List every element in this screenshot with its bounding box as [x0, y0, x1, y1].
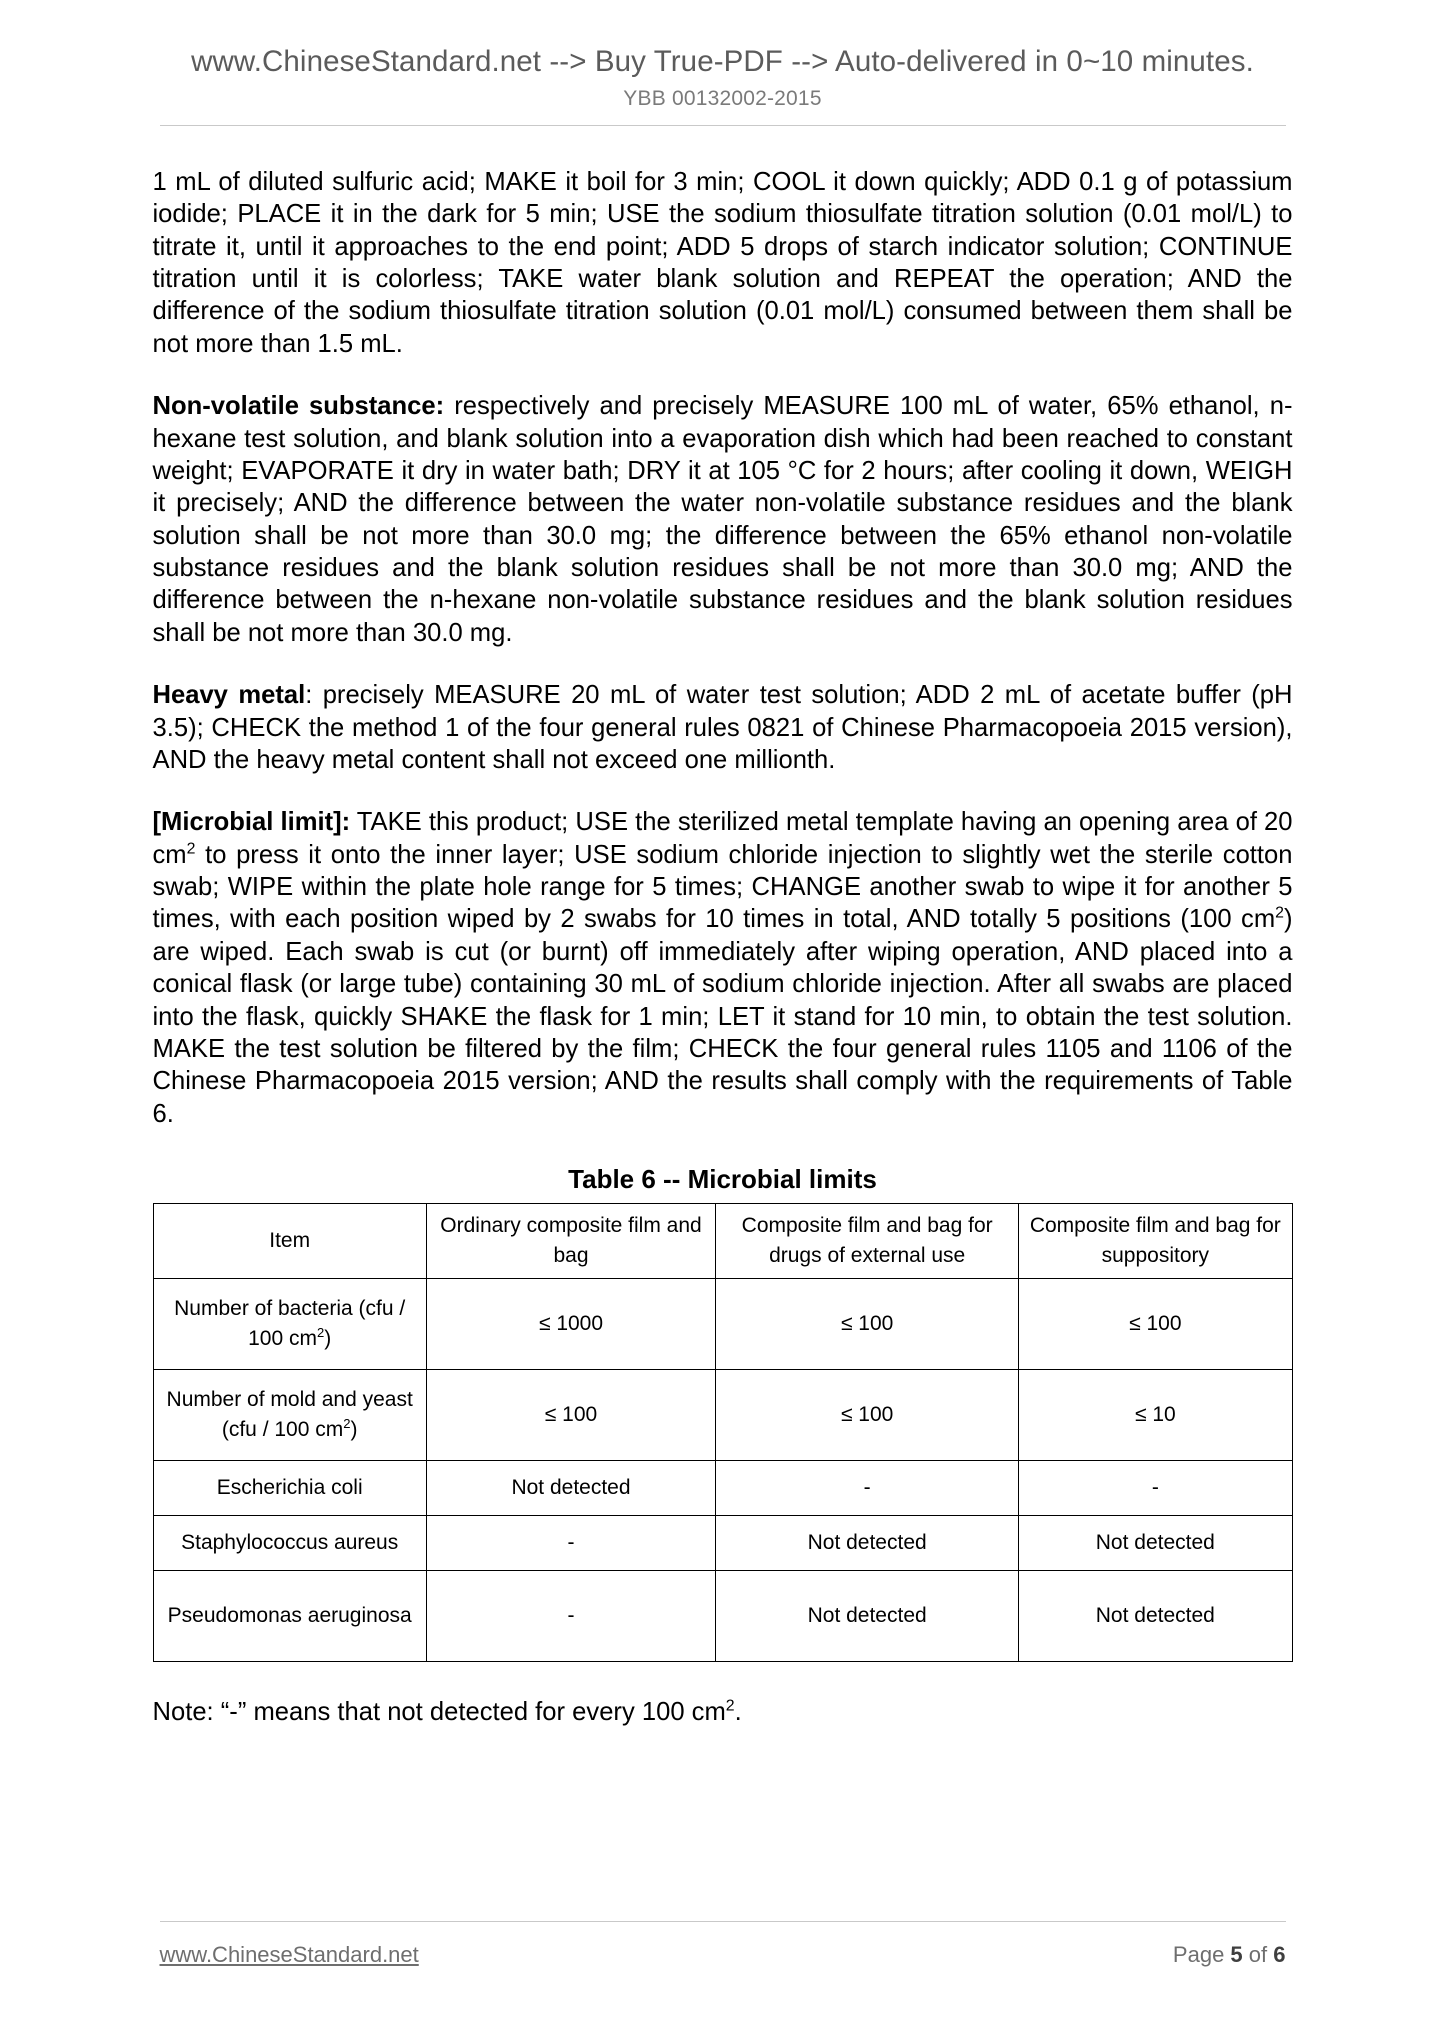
note-text-a: Note: “-” means that not detected for every 100 cm	[152, 1697, 726, 1726]
table-cell-value: Not detected	[1019, 1515, 1292, 1570]
table-header-row	[153, 1204, 1292, 1279]
table-cell-value: ≤ 100	[716, 1278, 1019, 1369]
table-cell-value: ≤ 1000	[426, 1278, 715, 1369]
footer-site-link[interactable]: www.ChineseStandard.net	[159, 1942, 419, 1967]
table-cell-value: Not detected	[426, 1460, 715, 1515]
table-cell-value: ≤ 100	[426, 1369, 715, 1460]
paragraph-text-heavy-metal: : precisely MEASURE 20 mL of water test solution; ADD 2 mL of acetate buffer (pH 3.5); CHECK the method 1 of the four general rules 0821 of Chinese Pharmacopoeia 2015 version), AND the heavy metal content shall not exceed one millionth.	[152, 681, 1293, 774]
table-cell-item	[153, 1278, 426, 1369]
table-cell-item: Staphylococcus aureus	[153, 1515, 426, 1570]
table-cell-value: -	[1019, 1460, 1292, 1515]
microbial-text-b: to press it onto the inner layer; USE sodium chloride injection to slightly wet the sterile cotton swab; WIPE within the plate hole range for 5 times; CHANGE another swab to wipe it for another 5 times, with each position wiped by 2 swabs for 10 times in total, AND totally 5 positions (100 cm	[152, 840, 1293, 934]
paragraph-heavy-metal	[153, 679, 1293, 776]
table-cell-value: ≤ 100	[1019, 1278, 1292, 1369]
page-middle: of	[1242, 1942, 1274, 1967]
table-header-composite-film-external-use: Composite film and bag for drugs of external use	[716, 1204, 1019, 1279]
table-cell-value: Not detected	[716, 1570, 1019, 1661]
table-cell-value: ≤ 10	[1019, 1369, 1292, 1460]
table-cell-value: ≤ 100	[716, 1369, 1019, 1460]
table-cell-item: Escherichia coli	[153, 1460, 426, 1515]
page-total: 6	[1273, 1942, 1286, 1967]
table-header-item: Item	[153, 1204, 426, 1279]
table-cell-value: -	[716, 1460, 1019, 1515]
table-row	[153, 1515, 1292, 1570]
cell-text-b: )	[350, 1417, 358, 1441]
table-header-ordinary-composite-film-and-bag: Ordinary composite film and bag	[426, 1204, 715, 1279]
table-caption: Table 6 -- Microbial limits	[568, 1164, 877, 1194]
table-cell-value: Not detected	[716, 1515, 1019, 1570]
cell-text-b: )	[324, 1326, 332, 1350]
standard-code: YBB 00132002-2015	[623, 86, 822, 110]
footer-content	[160, 1942, 1286, 1968]
paragraph-lead-heavy-metal: Heavy metal	[152, 681, 306, 710]
table-row	[153, 1460, 1292, 1515]
table-cell-value: -	[426, 1570, 715, 1661]
page-header	[0, 0, 1445, 126]
page-current: 5	[1230, 1942, 1243, 1967]
table-row	[153, 1278, 1292, 1369]
microbial-text-c: ) are wiped. Each swab is cut (or burnt) off immediately after wiping operation, AND placed into a conical flask (or large tube) containing 30 mL of sodium chloride injection. After all swabs are placed into the flask, quickly SHAKE the flask for 1 min; LET it stand for 10 min, to obtain the test solution. MAKE the test solution be filtered by the film; CHECK the four general rules 1105 and 1106 of the Chinese Pharmacopoeia 2015 version; AND the results shall comply with the requirements of Table 6.	[152, 905, 1293, 1128]
paragraph-microbial-limit	[153, 806, 1293, 1130]
table-header-composite-film-suppository: Composite film and bag for suppository	[1019, 1204, 1292, 1279]
paragraph-text-non-volatile: respectively and precisely MEASURE 100 mL of water, 65% ethanol, n-hexane test solution, and blank solution into a evaporation dish which had been reached to constant weight; EVAPORATE it dry in water bath; DRY it at 105 °C for 2 hours; after cooling it down, WEIGH it precisely; AND the difference between the water non-volatile substance residues and the blank solution shall be not more than 30.0 mg; the difference between the 65% ethanol non-volatile substance residues and the blank solution residues shall be not more than 30.0 mg; AND the difference between the n-hexane non-volatile substance residues and the blank solution residues shall be not more than 30.0 mg.	[152, 392, 1293, 647]
superscript-square: 2	[316, 1324, 325, 1340]
cell-text-a: Number of mold and yeast (cfu / 100 cm	[166, 1387, 413, 1441]
table-row	[153, 1369, 1292, 1460]
table-cell-item: Pseudomonas aeruginosa	[153, 1570, 426, 1661]
page-footer	[0, 1921, 1445, 1968]
superscript-square-a: 2	[186, 840, 196, 858]
superscript-square: 2	[343, 1415, 351, 1431]
paragraph-sulfuric-acid: 1 mL of diluted sulfuric acid; MAKE it boil for 3 min; COOL it down quickly; ADD 0.1 g of potassium iodide; PLACE it in the dark for 5 min; USE the sodium thiosulfate titration solution (0.01 mol/L) to titrate it, until it approaches to the end point; ADD 5 drops of starch indicator solution; CONTINUE titration until it is colorless; TAKE water blank solution and REPEAT the operation; AND the difference of the sodium thiosulfate titration solution (0.01 mol/L) consumed between them shall be not more than 1.5 mL.	[152, 167, 1293, 358]
paragraph-lead-microbial-limit: [Microbial limit]:	[152, 808, 351, 837]
table-cell-value: -	[426, 1515, 715, 1570]
page-indicator	[1173, 1942, 1286, 1968]
table-cell-value: Not detected	[1019, 1570, 1292, 1661]
cell-text-a: Number of bacteria (cfu / 100 cm	[174, 1296, 406, 1350]
table-note	[153, 1696, 1293, 1728]
footer-divider	[160, 1921, 1286, 1922]
document-content	[153, 126, 1293, 1130]
superscript-square-b: 2	[1275, 904, 1284, 922]
table-cell-item	[153, 1369, 426, 1460]
table-row	[153, 1570, 1292, 1661]
microbial-limits-table	[153, 1203, 1293, 1662]
superscript-square: 2	[725, 1697, 735, 1715]
paragraph-lead-non-volatile: Non-volatile substance:	[152, 392, 445, 421]
paragraph-non-volatile-substance	[153, 390, 1293, 649]
promo-banner: www.ChineseStandard.net --> Buy True-PDF --> Auto-delivered in 0~10 minutes.	[191, 45, 1254, 78]
microbial-text-a: TAKE this product; USE the sterilized metal template having an opening area of 20 cm	[152, 808, 1293, 869]
page-prefix: Page	[1172, 1942, 1231, 1967]
note-text-b: .	[734, 1697, 742, 1726]
